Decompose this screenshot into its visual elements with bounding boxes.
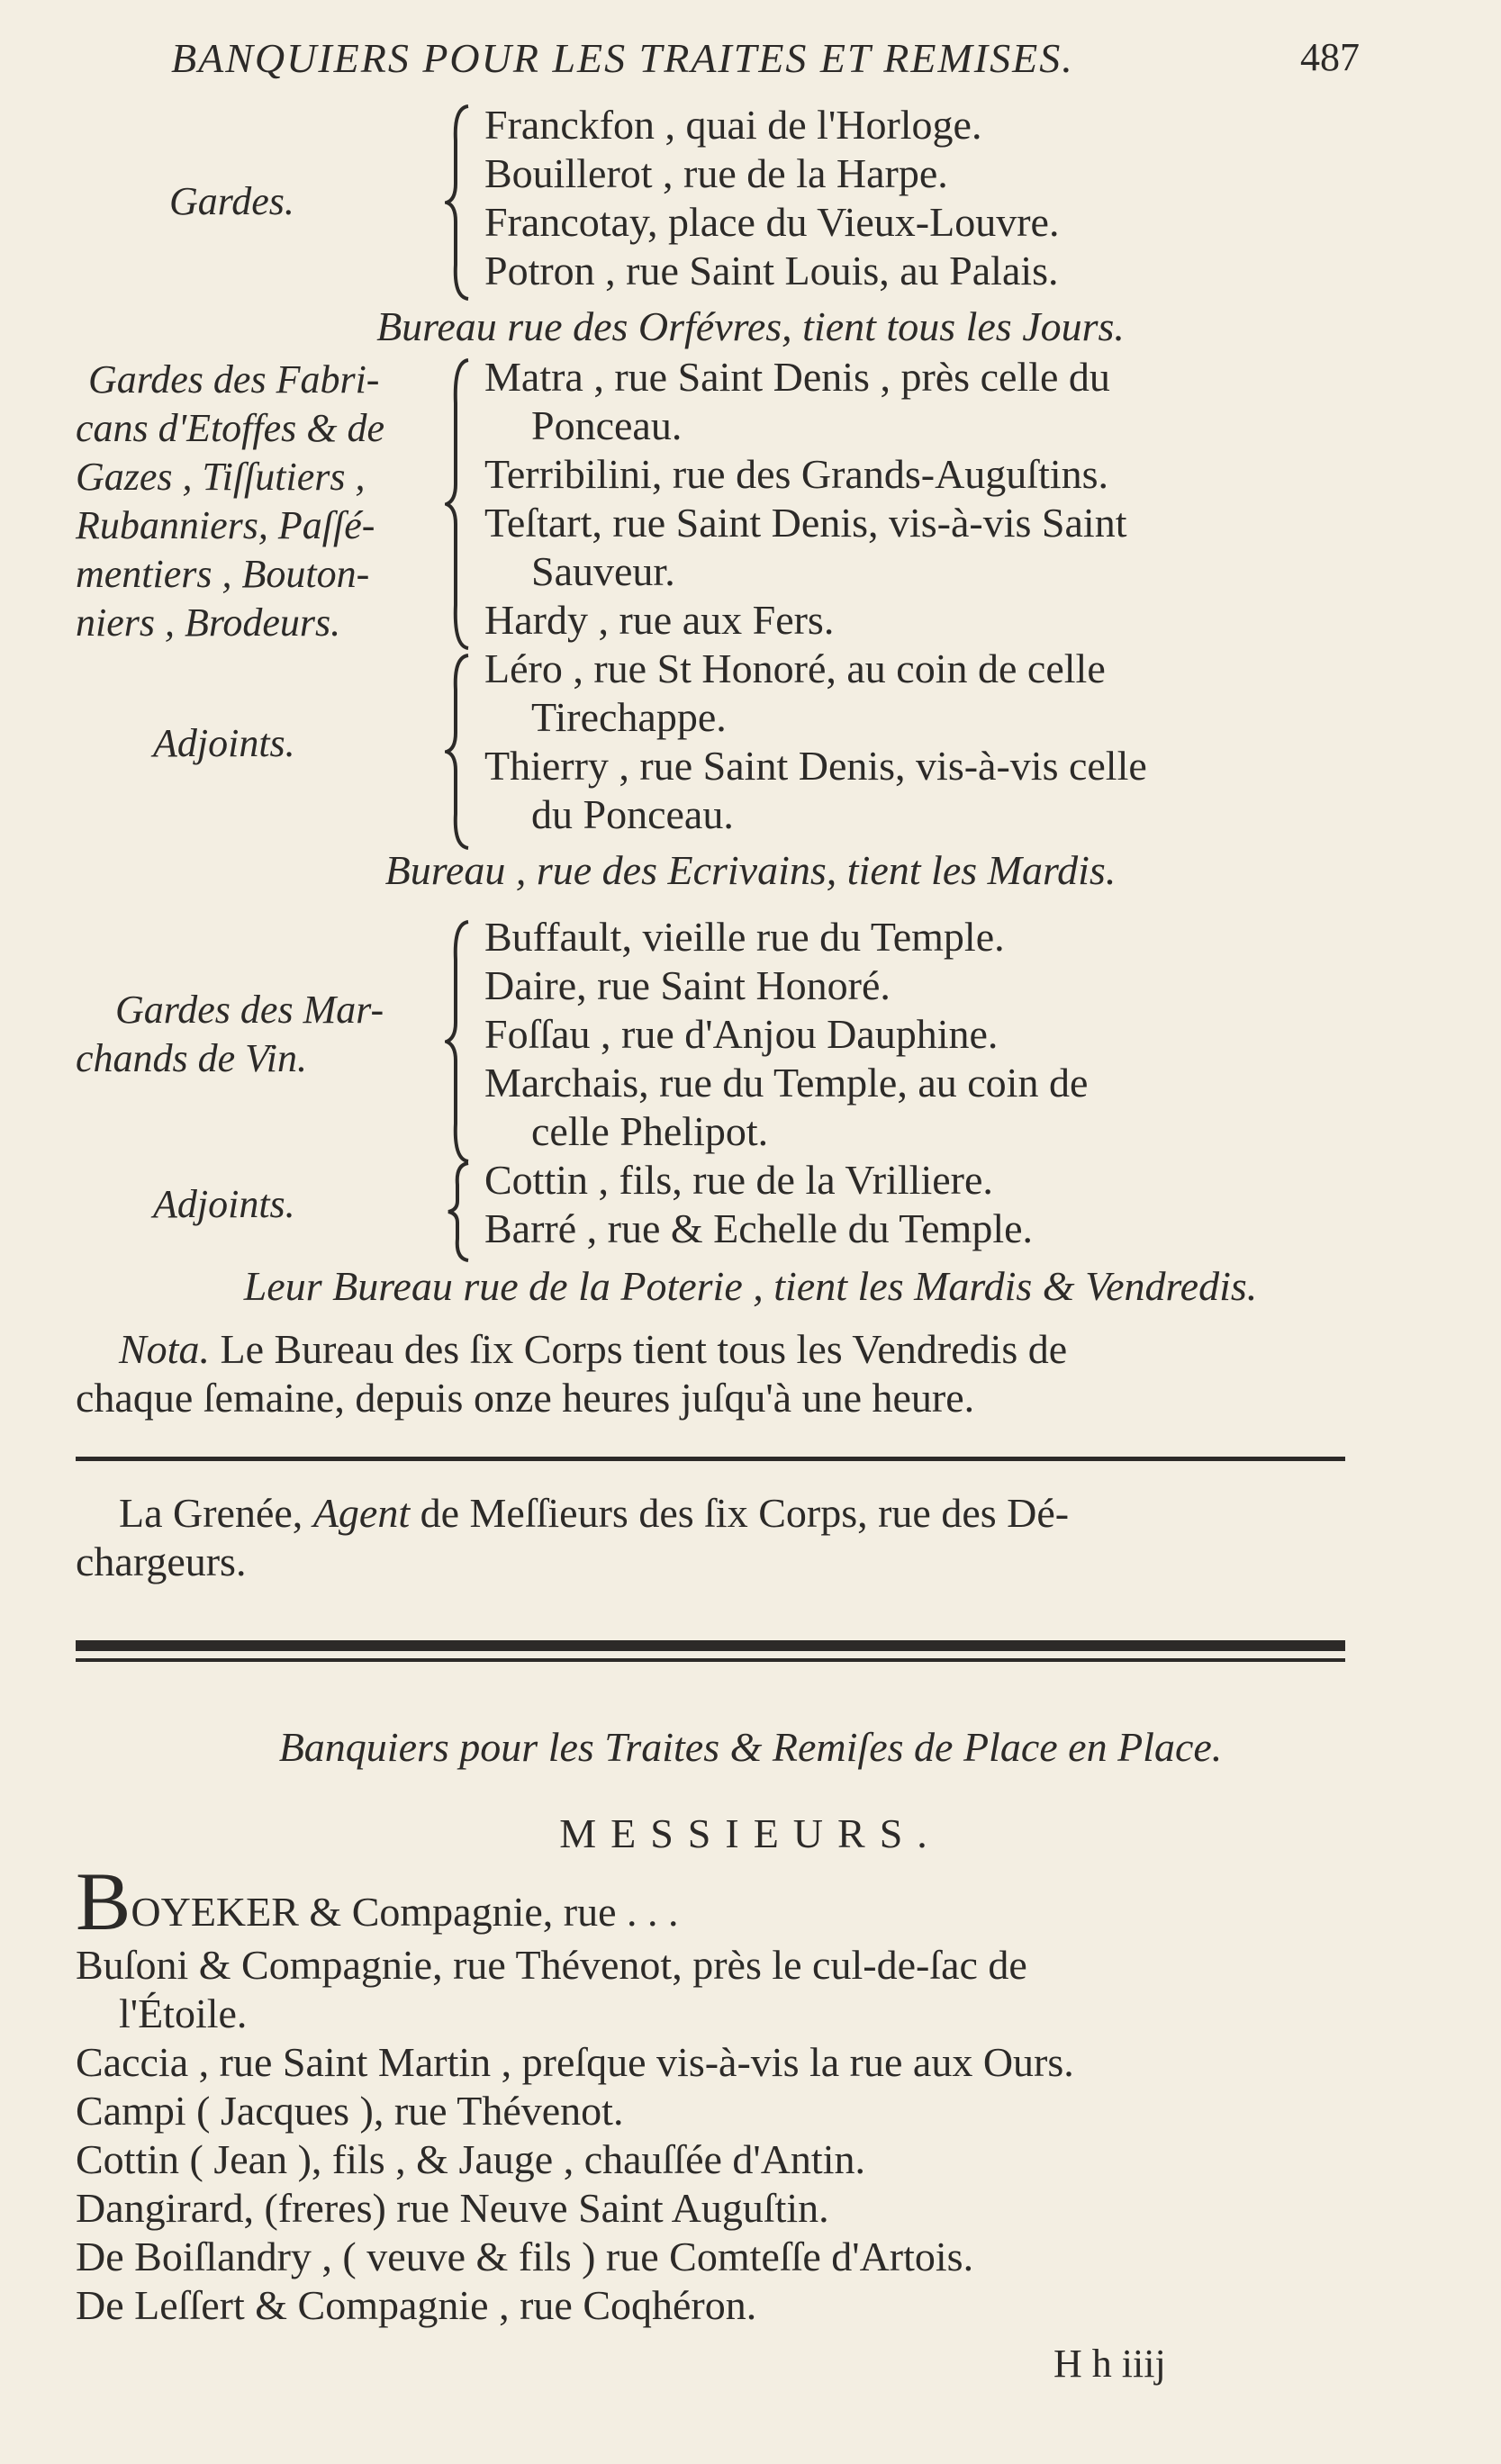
gardes-entry: Bouillerot , rue de la Harpe.	[484, 150, 948, 196]
brace-vin	[445, 920, 472, 1163]
vin-label-line: chands de Vin.	[76, 1036, 308, 1080]
banker-entry: Caccia , rue Saint Martin , preſque vis-à-vis la rue aux Ours.	[76, 2039, 1074, 2085]
vin-entry: Marchais, rue du Temple, au coin de	[484, 1060, 1089, 1106]
vin-adjoints-entry: Barré , rue & Echelle du Temple.	[484, 1205, 1034, 1251]
drop-cap: B	[76, 1855, 131, 1947]
brace-fabricans	[445, 358, 472, 650]
fabricans-entry: Matra , rue Saint Denis , près celle du	[484, 354, 1110, 400]
agent-paragraph	[76, 1489, 1363, 1586]
vin-entry: celle Phelipot.	[531, 1108, 769, 1154]
gardes-entry: Francotay, place du Vieux-Louvre.	[484, 199, 1060, 245]
banker-entry: Dangirard, (freres) rue Neuve Saint Auguſtin.	[76, 2185, 829, 2231]
double-rule-thick	[76, 1640, 1345, 1651]
banker-entry: De Leſſert & Compagnie , rue Coqhéron.	[76, 2282, 757, 2328]
fabricans-label-line: Gazes , Tiſſutiers ,	[76, 455, 366, 499]
banker-entry-continuation: l'Étoile.	[119, 1990, 248, 2036]
fabricans-label-line: Rubanniers, Paſſé-	[76, 503, 375, 547]
divider-rule	[76, 1457, 1345, 1461]
agent-text-line: chargeurs.	[76, 1539, 247, 1584]
banker-entry	[76, 1855, 679, 1947]
fabricans-label-line: mentiers , Bouton-	[76, 552, 370, 596]
bureau-poterie: Leur Bureau rue de la Poterie , tient les Mardis & Vendredis.	[243, 1263, 1258, 1309]
fabricans-entry: Sauveur.	[531, 548, 675, 594]
fabricans-label-line: niers , Brodeurs.	[76, 600, 341, 645]
gardes-entry: Franckfon , quai de l'Horloge.	[484, 102, 982, 148]
banker-entry: Campi ( Jacques ), rue Thévenot.	[76, 2088, 624, 2134]
adjoints-label: Adjoints.	[153, 721, 295, 765]
banker-entry: Cottin ( Jean ), fils , & Jauge , chauſſée d'Antin.	[76, 2136, 865, 2182]
banquiers-title: Banquiers pour les Traites & Remiſes de Place en Place.	[278, 1724, 1223, 1770]
banker-entry: Buſoni & Compagnie, rue Thévenot, près le cul-de-ſac de	[76, 1942, 1027, 1988]
running-title: BANQUIERS POUR LES TRAITES ET REMISES.	[171, 35, 1074, 81]
fabricans-entry: Terribilini, rue des Grands-Auguſtins.	[484, 451, 1109, 497]
gardes-entry: Potron , rue Saint Louis, au Palais.	[484, 248, 1059, 293]
signature-mark: H h iiij	[1053, 2342, 1166, 2386]
nota-text-line: chaque ſemaine, depuis onze heures juſqu'à une heure.	[76, 1375, 975, 1421]
vin-entry: Foſſau , rue d'Anjou Dauphine.	[484, 1011, 999, 1057]
fabricans-label-line: cans d'Etoffes & de	[76, 406, 385, 450]
double-rule-thin	[76, 1658, 1345, 1662]
vin-label-line: Gardes des Mar-	[115, 988, 384, 1032]
nota-paragraph	[76, 1325, 1363, 1422]
agent-name: La Grenée,	[119, 1490, 313, 1536]
vin-entry: Daire, rue Saint Honoré.	[484, 962, 891, 1008]
vin-entry: Buffault, vieille rue du Temple.	[484, 914, 1005, 960]
brace-adjoints	[445, 654, 472, 850]
bureau-orfevres: Bureau rue des Orfévres, tient tous les Jours.	[376, 303, 1125, 349]
fabricans-entry: Ponceau.	[531, 402, 683, 448]
adjoints-entry: Tirechappe.	[531, 694, 727, 740]
vin-adjoints-entry: Cottin , fils, rue de la Vrilliere.	[484, 1157, 993, 1203]
fabricans-label-line: Gardes des Fabri-	[88, 357, 380, 402]
nota-text-line: Le Bureau des ſix Corps tient tous les Vendredis de	[209, 1326, 1068, 1372]
page-header	[171, 34, 1360, 88]
agent-text: de Meſſieurs des ſix Corps, rue des Dé-	[410, 1490, 1070, 1536]
banker-entry-text: & Compagnie, rue . . .	[298, 1889, 679, 1935]
fabricans-entry: Hardy , rue aux Fers.	[484, 597, 835, 643]
vin-adjoints-label: Adjoints.	[153, 1182, 295, 1226]
agent-role: Agent	[312, 1490, 411, 1536]
bureau-ecrivains: Bureau , rue des Ecrivains, tient les Mardis.	[384, 847, 1117, 893]
banker-entry: De Boiſlandry , ( veuve & fils ) rue Comteſſe d'Artois.	[76, 2234, 974, 2279]
adjoints-entry: Thierry , rue Saint Denis, vis-à-vis celle	[484, 743, 1147, 789]
adjoints-entry: du Ponceau.	[531, 791, 734, 837]
messieurs-heading: MESSIEURS.	[559, 1810, 942, 1856]
banker-surname: OYEKER	[131, 1889, 299, 1935]
gardes-label: Gardes.	[169, 179, 294, 223]
adjoints-entry: Léro , rue St Honoré, au coin de celle	[484, 645, 1106, 691]
nota-label: Nota.	[119, 1326, 210, 1372]
brace-gardes	[445, 104, 472, 301]
brace-vin-adjoints	[445, 1161, 472, 1262]
fabricans-entry: Teſtart, rue Saint Denis, vis-à-vis Saint	[484, 500, 1127, 546]
page-number: 487	[1300, 35, 1360, 79]
